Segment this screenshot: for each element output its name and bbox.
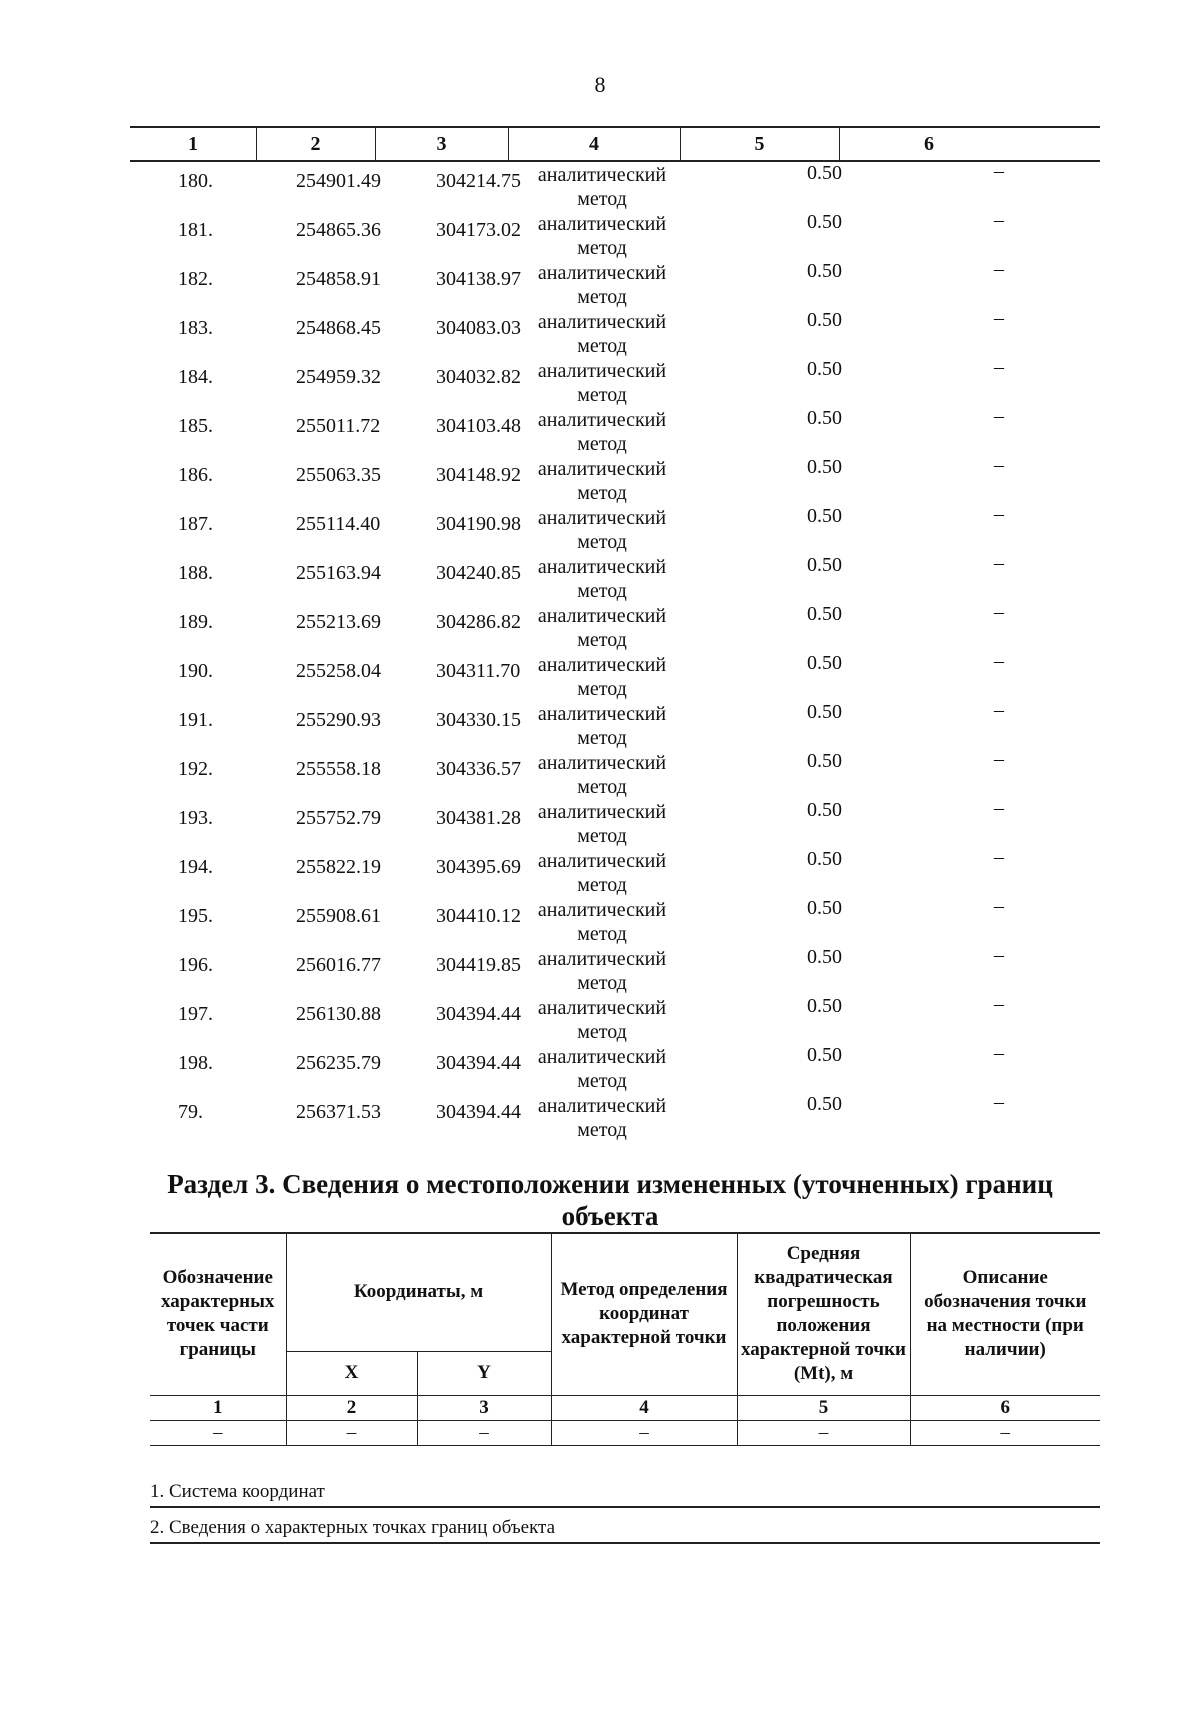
table-row	[130, 309, 1100, 358]
point-number: 185.	[178, 415, 213, 437]
x-coordinate: 254858.91	[296, 268, 381, 290]
point-number: 183.	[178, 317, 213, 339]
x-coordinate: 255752.79	[296, 807, 381, 829]
y-coordinate: 304286.82	[436, 611, 521, 633]
x-coordinate: 255558.18	[296, 758, 381, 780]
point-number: 188.	[178, 562, 213, 584]
description-value: –	[994, 601, 1004, 623]
note-coordinate-system: 1. Система координат	[150, 1481, 1100, 1508]
description-value: –	[994, 405, 1004, 427]
point-number: 189.	[178, 611, 213, 633]
method-line-2: метод	[577, 1021, 627, 1043]
description-value: –	[994, 797, 1004, 819]
description-value: –	[994, 258, 1004, 280]
y-coordinate: 304032.82	[436, 366, 521, 388]
description-value: –	[994, 1042, 1004, 1064]
table-body	[130, 162, 1100, 1142]
description-value: –	[994, 552, 1004, 574]
error-value: 0.50	[807, 750, 842, 772]
x-coordinate: 256371.53	[296, 1101, 381, 1123]
method-line-1: аналитический	[537, 556, 667, 578]
description-value: –	[994, 209, 1004, 231]
dash-cell: –	[737, 1420, 910, 1445]
point-number: 180.	[178, 170, 213, 192]
point-number: 196.	[178, 954, 213, 976]
y-coordinate: 304330.15	[436, 709, 521, 731]
table-row	[130, 995, 1100, 1044]
description-value: –	[994, 944, 1004, 966]
table-row	[130, 260, 1100, 309]
table-row	[130, 1044, 1100, 1093]
method-line-1: аналитический	[537, 1046, 667, 1068]
method-line-2: метод	[577, 286, 627, 308]
table-row	[130, 211, 1100, 260]
method-line-1: аналитический	[537, 752, 667, 774]
y-coordinate: 304394.44	[436, 1052, 521, 1074]
error-value: 0.50	[807, 603, 842, 625]
method-line-2: метод	[577, 776, 627, 798]
method-line-2: метод	[577, 482, 627, 504]
method-line-2: метод	[577, 972, 627, 994]
y-coordinate: 304381.28	[436, 807, 521, 829]
column-numbers-row	[150, 1395, 1100, 1420]
error-value: 0.50	[807, 554, 842, 576]
x-coordinate: 254901.49	[296, 170, 381, 192]
method-line-2: метод	[577, 580, 627, 602]
y-coordinate: 304083.03	[436, 317, 521, 339]
point-number: 186.	[178, 464, 213, 486]
point-number: 197.	[178, 1003, 213, 1025]
column-number: 3	[417, 1395, 551, 1420]
point-number: 187.	[178, 513, 213, 535]
description-value: –	[994, 895, 1004, 917]
x-coordinate: 256235.79	[296, 1052, 381, 1074]
dash-cell: –	[910, 1420, 1100, 1445]
error-value: 0.50	[807, 456, 842, 478]
description-value: –	[994, 846, 1004, 868]
error-value: 0.50	[807, 309, 842, 331]
y-coordinate: 304395.69	[436, 856, 521, 878]
header-point-designation: Обозначение характерных точек части границы	[150, 1233, 286, 1395]
dash-cell: –	[551, 1420, 737, 1445]
header-description: Описание обозначения точки на местности (при наличии)	[910, 1233, 1100, 1395]
error-value: 0.50	[807, 701, 842, 723]
coordinates-table	[130, 126, 1100, 1142]
table-row	[130, 946, 1100, 995]
y-coordinate: 304240.85	[436, 562, 521, 584]
header-col-6: 6	[924, 133, 934, 155]
error-value: 0.50	[807, 897, 842, 919]
error-value: 0.50	[807, 848, 842, 870]
description-value: –	[994, 503, 1004, 525]
method-line-2: метод	[577, 237, 627, 259]
header-col-4: 4	[589, 133, 599, 155]
method-line-1: аналитический	[537, 703, 667, 725]
description-value: –	[994, 454, 1004, 476]
x-coordinate: 256016.77	[296, 954, 381, 976]
y-coordinate: 304394.44	[436, 1003, 521, 1025]
method-line-1: аналитический	[537, 262, 667, 284]
x-coordinate: 255063.35	[296, 464, 381, 486]
error-value: 0.50	[807, 1044, 842, 1066]
y-coordinate: 304138.97	[436, 268, 521, 290]
table-row	[130, 407, 1100, 456]
page-number: 8	[594, 72, 606, 97]
method-line-2: метод	[577, 433, 627, 455]
method-line-1: аналитический	[537, 311, 667, 333]
y-coordinate: 304190.98	[436, 513, 521, 535]
method-line-2: метод	[577, 531, 627, 553]
description-value: –	[994, 307, 1004, 329]
description-value: –	[994, 699, 1004, 721]
y-coordinate: 304336.57	[436, 758, 521, 780]
method-line-2: метод	[577, 384, 627, 406]
y-coordinate: 304394.44	[436, 1101, 521, 1123]
table-row	[130, 848, 1100, 897]
method-line-1: аналитический	[537, 654, 667, 676]
method-line-2: метод	[577, 923, 627, 945]
table-row	[130, 162, 1100, 211]
method-line-1: аналитический	[537, 360, 667, 382]
method-line-1: аналитический	[537, 997, 667, 1019]
header-col-5: 5	[754, 133, 765, 155]
error-value: 0.50	[807, 799, 842, 821]
method-line-1: аналитический	[537, 605, 667, 627]
table-row	[130, 358, 1100, 407]
error-value: 0.50	[807, 407, 842, 429]
description-value: –	[994, 650, 1004, 672]
table-row	[130, 750, 1100, 799]
x-coordinate: 255163.94	[296, 562, 381, 584]
method-line-2: метод	[577, 1070, 627, 1092]
x-coordinate: 255114.40	[296, 513, 381, 535]
table-row	[130, 603, 1100, 652]
x-coordinate: 254865.36	[296, 219, 381, 241]
table-row	[130, 897, 1100, 946]
x-coordinate: 255908.61	[296, 905, 381, 927]
header-col-1: 1	[188, 133, 198, 155]
method-line-2: метод	[577, 629, 627, 651]
y-coordinate: 304214.75	[436, 170, 521, 192]
error-value: 0.50	[807, 505, 842, 527]
table-header	[130, 126, 1100, 162]
description-value: –	[994, 993, 1004, 1015]
table-row	[130, 554, 1100, 603]
x-coordinate: 255258.04	[296, 660, 381, 682]
description-value: –	[994, 748, 1004, 770]
method-line-2: метод	[577, 188, 627, 210]
error-value: 0.50	[807, 995, 842, 1017]
method-line-1: аналитический	[537, 899, 667, 921]
column-number: 2	[286, 1395, 417, 1420]
table-row	[130, 701, 1100, 750]
header-col-3: 3	[436, 133, 447, 155]
y-coordinate: 304419.85	[436, 954, 521, 976]
point-number: 193.	[178, 807, 213, 829]
point-number: 191.	[178, 709, 213, 731]
x-coordinate: 254868.45	[296, 317, 381, 339]
x-coordinate: 255011.72	[296, 415, 381, 437]
dash-cell: –	[286, 1420, 417, 1445]
y-coordinate: 304311.70	[436, 660, 521, 682]
header-col-2: 2	[310, 133, 321, 155]
y-coordinate: 304148.92	[436, 464, 521, 486]
dash-cell: –	[417, 1420, 551, 1445]
method-line-1: аналитический	[537, 507, 667, 529]
section-title: Раздел 3. Сведения о местоположении измененных (уточненных) границ объекта	[167, 1169, 1053, 1231]
point-number: 198.	[178, 1052, 213, 1074]
header-x: X	[286, 1351, 417, 1395]
point-number: 181.	[178, 219, 213, 241]
y-coordinate: 304173.02	[436, 219, 521, 241]
method-line-2: метод	[577, 335, 627, 357]
method-line-1: аналитический	[537, 164, 667, 186]
point-number: 182.	[178, 268, 213, 290]
method-line-1: аналитический	[537, 213, 667, 235]
table-row	[130, 799, 1100, 848]
point-number: 184.	[178, 366, 213, 388]
column-number: 1	[150, 1395, 286, 1420]
method-line-1: аналитический	[537, 801, 667, 823]
method-line-2: метод	[577, 727, 627, 749]
method-line-1: аналитический	[537, 458, 667, 480]
x-coordinate: 255290.93	[296, 709, 381, 731]
column-number: 5	[737, 1395, 910, 1420]
method-line-2: метод	[577, 678, 627, 700]
y-coordinate: 304103.48	[436, 415, 521, 437]
column-number: 6	[910, 1395, 1100, 1420]
x-coordinate: 256130.88	[296, 1003, 381, 1025]
point-number: 195.	[178, 905, 213, 927]
x-coordinate: 255213.69	[296, 611, 381, 633]
method-line-2: метод	[577, 1119, 627, 1141]
header-error: Средняя квадратическая погрешность положения характерной точки (Mt), м	[737, 1233, 910, 1395]
point-number: 79.	[178, 1101, 203, 1123]
empty-data-row	[150, 1420, 1100, 1445]
point-number: 190.	[178, 660, 213, 682]
header-method: Метод определения координат характерной точки	[551, 1233, 737, 1395]
table-row	[130, 652, 1100, 701]
y-coordinate: 304410.12	[436, 905, 521, 927]
table-row	[130, 1093, 1100, 1142]
dash-cell: –	[150, 1420, 286, 1445]
x-coordinate: 254959.32	[296, 366, 381, 388]
x-coordinate: 255822.19	[296, 856, 381, 878]
description-value: –	[994, 1091, 1004, 1113]
error-value: 0.50	[807, 1093, 842, 1115]
point-number: 192.	[178, 758, 213, 780]
header-y: Y	[417, 1351, 551, 1395]
error-value: 0.50	[807, 946, 842, 968]
method-line-1: аналитический	[537, 948, 667, 970]
method-line-1: аналитический	[537, 1095, 667, 1117]
method-line-2: метод	[577, 874, 627, 896]
error-value: 0.50	[807, 162, 842, 184]
error-value: 0.50	[807, 211, 842, 233]
method-line-1: аналитический	[537, 850, 667, 872]
error-value: 0.50	[807, 652, 842, 674]
description-value: –	[994, 160, 1004, 182]
column-number: 4	[551, 1395, 737, 1420]
header-coordinates: Координаты, м	[286, 1233, 551, 1351]
note-boundary-points: 2. Сведения о характерных точках границ объекта	[150, 1517, 1100, 1544]
method-line-1: аналитический	[537, 409, 667, 431]
section3-table	[150, 1232, 1100, 1446]
method-line-2: метод	[577, 825, 627, 847]
description-value: –	[994, 356, 1004, 378]
table-row	[130, 505, 1100, 554]
point-number: 194.	[178, 856, 213, 878]
error-value: 0.50	[807, 358, 842, 380]
table-row	[130, 456, 1100, 505]
error-value: 0.50	[807, 260, 842, 282]
